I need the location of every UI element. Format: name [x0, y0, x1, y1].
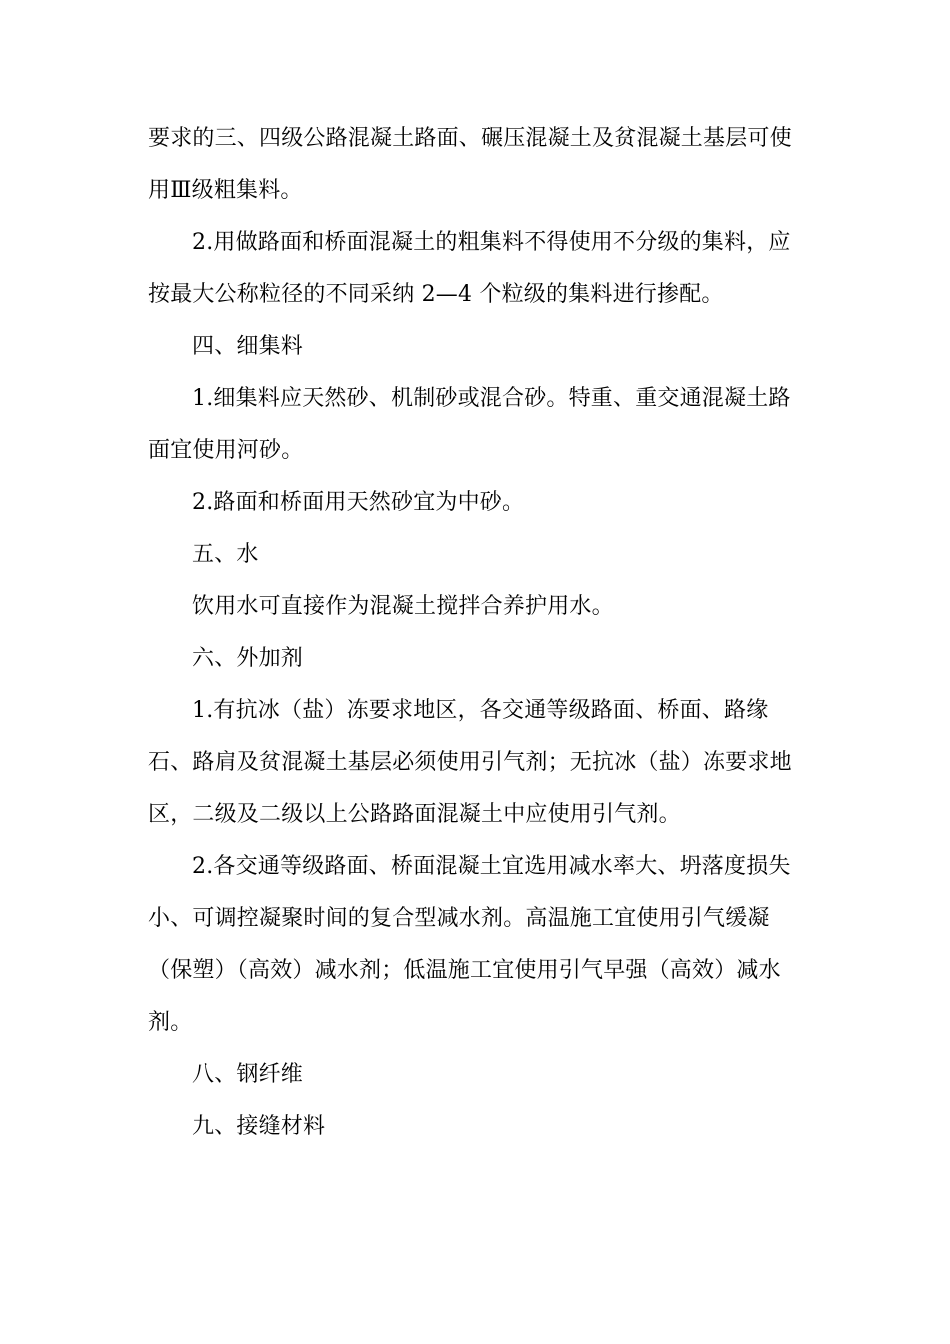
- paragraph-line: 剂。: [148, 1010, 193, 1035]
- paragraph-line: 饮用水可直接作为混凝土搅拌合养护用水。: [192, 594, 614, 619]
- paragraph-line: 1.有抗冰（盐）冻要求地区，各交通等级路面、桥面、路缘: [192, 698, 769, 723]
- paragraph-line: 2.各交通等级路面、桥面混凝土宜选用减水率大、坍落度损失: [192, 854, 791, 879]
- paragraph-line: 区，二级及二级以上公路路面混凝土中应使用引气剂。: [148, 802, 681, 827]
- paragraph-line: 小、可调控凝聚时间的复合型减水剂。高温施工宜使用引气缓凝: [148, 906, 770, 931]
- paragraph-line: 2.路面和桥面用天然砂宜为中砂。: [192, 490, 525, 515]
- paragraph-line: 面宜使用河砂。: [148, 438, 304, 463]
- paragraph-line: 1.细集料应天然砂、机制砂或混合砂。特重、重交通混凝土路: [192, 386, 791, 411]
- section-heading: 九、接缝材料: [192, 1114, 326, 1139]
- section-heading: 四、细集料: [192, 334, 304, 359]
- paragraph-line: （保塑）（高效）减水剂；低温施工宜使用引气早强（高效）减水: [148, 958, 781, 983]
- section-heading: 六、外加剂: [192, 646, 304, 671]
- paragraph-line: 2.用做路面和桥面混凝土的粗集料不得使用不分级的集料，应: [192, 230, 791, 255]
- paragraph-line: 用Ⅲ级粗集料。: [148, 178, 303, 203]
- paragraph-line: 石、路肩及贫混凝土基层必须使用引气剂；无抗冰（盐）冻要求地: [148, 750, 792, 775]
- document-body: [148, 113, 808, 1153]
- paragraph-line: 要求的三、四级公路混凝土路面、碾压混凝土及贫混凝土基层可使: [148, 126, 792, 151]
- paragraph-line: 按最大公称粒径的不同采纳 2—4 个粒级的集料进行掺配。: [148, 282, 724, 307]
- section-heading: 五、水: [192, 542, 259, 567]
- section-heading: 八、钢纤维: [192, 1062, 304, 1087]
